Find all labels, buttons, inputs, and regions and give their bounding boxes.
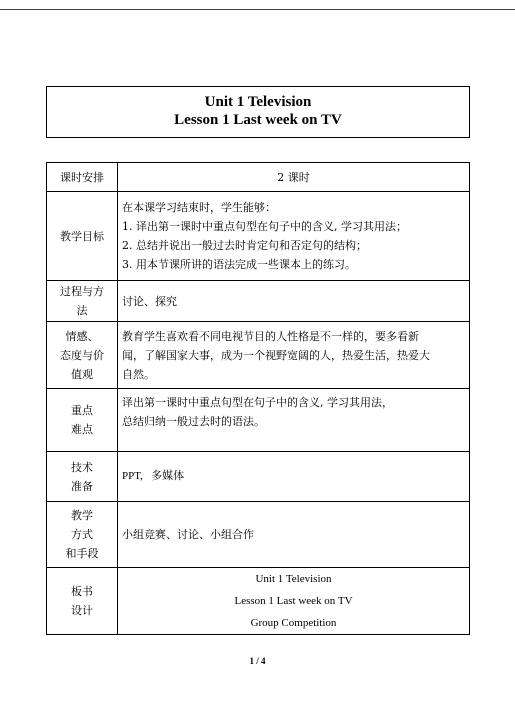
table-row (47, 281, 470, 322)
table-row (47, 163, 470, 192)
table-row (47, 568, 470, 635)
row-value: PPT, 多媒体 (118, 452, 470, 502)
page-number: 1 / 4 (249, 656, 266, 666)
row-label: 教学目标 (47, 192, 118, 281)
title-box (46, 86, 470, 138)
table-row (47, 322, 470, 389)
table-row (47, 452, 470, 502)
row-value: 讨论、探究 (118, 281, 470, 322)
row-value: 译出第一课时中重点句型在句子中的含义, 学习其用法， 总结归纳一般过去时的语法。 (118, 389, 470, 452)
row-value: Unit 1 Television Lesson 1 Last week on TV Group Competition (118, 568, 470, 635)
lesson-plan-table (46, 162, 470, 635)
row-value: 在本课学习结束时，学生能够： 1. 译出第一课时中重点句型在句子中的含义, 学习其用法； 2. 总结并说出一般过去时肯定句和否定句的结构； 3. 用本节课所讲的语法完成一些课本上的练习。 (118, 192, 470, 281)
row-label: 重点 难点 (47, 389, 118, 452)
table-row (47, 502, 470, 568)
row-label: 过程与方 法 (47, 281, 118, 322)
table-row (47, 192, 470, 281)
lesson-title: Lesson 1 Last week on TV (174, 112, 342, 128)
row-value: 教育学生喜欢看不同电视节目的人性格是不一样的，要多看新 闻，了解国家大事，成为一个视野宽阔的人，热爱生活，热爱大 自然。 (118, 322, 470, 389)
row-value: 小组竞赛、讨论、小组合作 (118, 502, 470, 568)
unit-title: Unit 1 Television (204, 94, 312, 110)
row-value: 2 课时 (118, 163, 470, 192)
top-rule (0, 9, 515, 10)
row-label: 课时安排 (47, 163, 118, 192)
row-label: 技术 准备 (47, 452, 118, 502)
row-label: 板书 设计 (47, 568, 118, 635)
row-label: 教学 方式 和手段 (47, 502, 118, 568)
row-label: 情感、 态度与价 值观 (47, 322, 118, 389)
table-row (47, 389, 470, 452)
